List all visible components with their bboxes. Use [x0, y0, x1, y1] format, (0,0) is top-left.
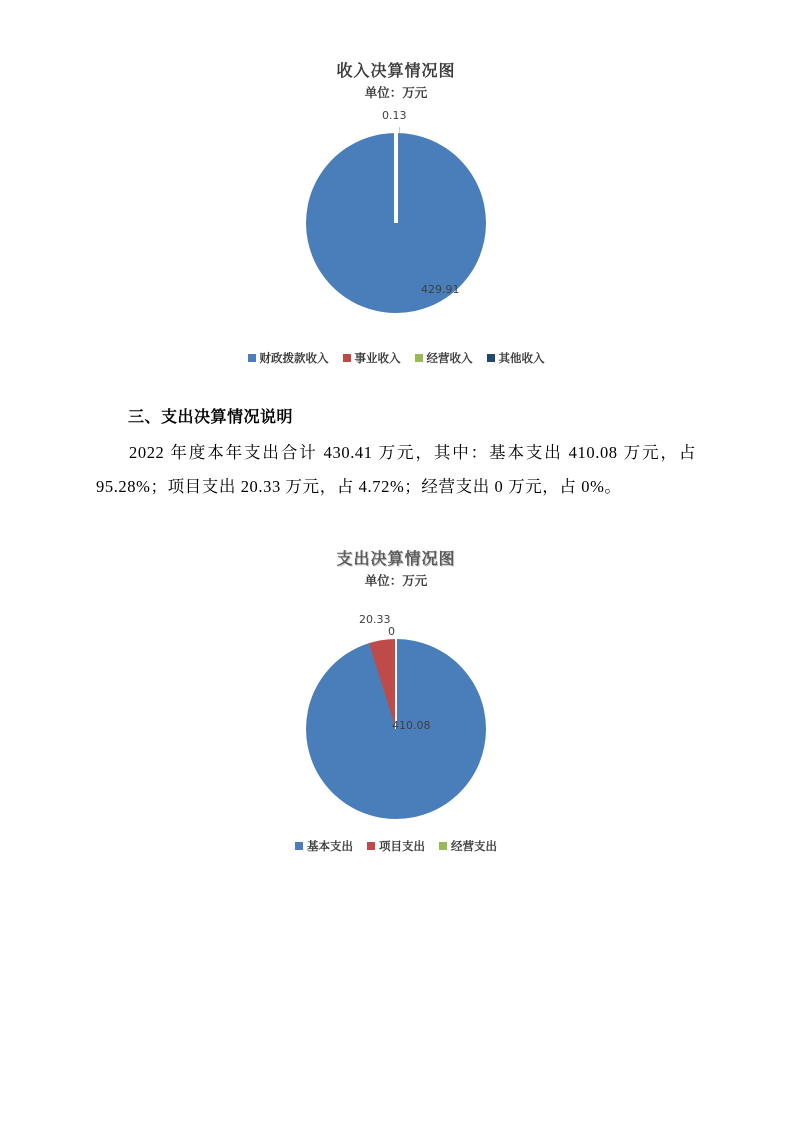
legend-label: 其他收入: [498, 351, 545, 365]
legend-item-2: [439, 838, 497, 854]
legend-swatch-icon: [343, 354, 351, 362]
legend-label: 事业收入: [354, 351, 401, 365]
data-label-income-main: 429.91: [421, 283, 460, 296]
legend-label: 经营支出: [451, 839, 497, 853]
legend-label: 项目支出: [379, 839, 425, 853]
legend-swatch-icon: [248, 354, 256, 362]
legend-label: 基本支出: [307, 839, 353, 853]
spacer: [96, 366, 696, 402]
legend-item-0: [248, 350, 329, 366]
page-content: [96, 60, 696, 854]
legend-item-1: [343, 350, 401, 366]
chart-legend: [96, 838, 696, 854]
legend-swatch-icon: [415, 354, 423, 362]
chart-legend: [96, 350, 696, 366]
legend-swatch-icon: [439, 842, 447, 850]
legend-label: 财政拨款收入: [259, 351, 329, 365]
chart-title: 收入决算情况图: [336, 61, 456, 80]
legend-item-0: [295, 838, 353, 854]
data-label-income-other: 0.13: [382, 109, 407, 122]
pie-plot-area: [96, 105, 696, 340]
section-heading: 三、支出决算情况说明: [128, 407, 294, 426]
legend-swatch-icon: [295, 842, 303, 850]
pie-plot-area: [96, 593, 696, 828]
legend-swatch-icon: [367, 842, 375, 850]
pie-slice-other: [394, 133, 398, 223]
data-label-expenditure-basic: 410.08: [392, 719, 431, 732]
chart-subtitle: 单位：万元: [364, 85, 428, 100]
income-pie-chart: [96, 60, 696, 366]
chart-subtitle: 单位：万元: [364, 573, 428, 588]
expenditure-pie-chart: [96, 548, 696, 854]
data-label-expenditure-project: 20.33: [359, 613, 391, 626]
pie-slice-operating: [395, 639, 397, 729]
data-label-expenditure-operating: 0: [388, 625, 395, 638]
body-paragraph: 2022 年度本年支出合计 430.41 万元，其中：基本支出 410.08 万元，占 95.28%；项目支出 20.33 万元，占 4.72%；经营支出 0 万元，占 0%。: [96, 443, 696, 496]
legend-item-3: [487, 350, 545, 366]
legend-label: 经营收入: [426, 351, 473, 365]
legend-swatch-icon: [487, 354, 495, 362]
spacer: [96, 504, 696, 548]
chart-title: 支出决算情况图: [336, 549, 456, 568]
legend-item-1: [367, 838, 425, 854]
legend-item-2: [415, 350, 473, 366]
